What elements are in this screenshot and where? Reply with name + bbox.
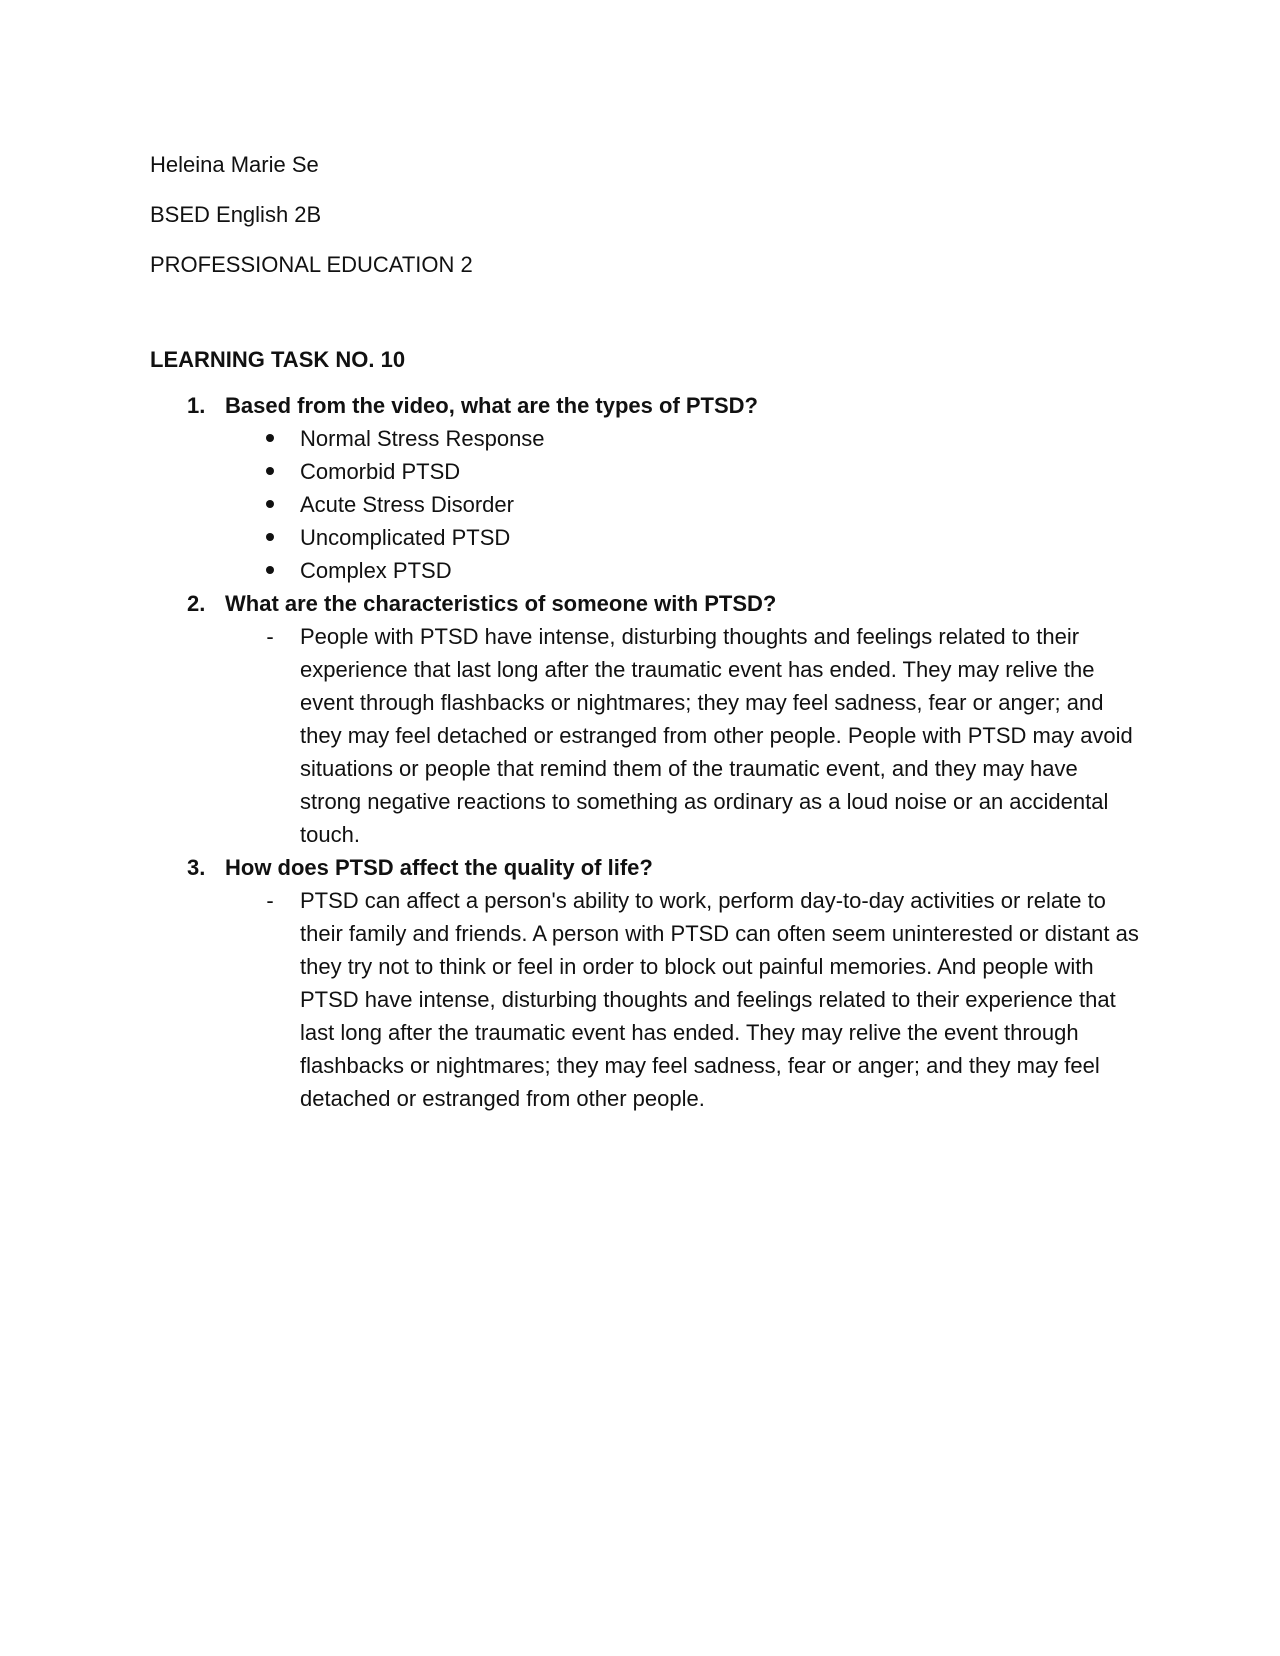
- question-number: 3.: [187, 855, 206, 880]
- answer-list-2: [150, 620, 1140, 851]
- student-name: Heleina Marie Se: [150, 152, 319, 177]
- list-item-text: Normal Stress Response: [300, 426, 545, 451]
- subject-name: PROFESSIONAL EDUCATION 2: [150, 252, 473, 277]
- question-text: How does PTSD affect the quality of life?: [225, 855, 653, 880]
- dash-marker: -: [266, 888, 274, 913]
- bullet-icon: [260, 422, 280, 455]
- list-item: [150, 554, 1140, 587]
- task-title: LEARNING TASK NO. 10: [150, 347, 406, 372]
- list-item-text: PTSD can affect a person's ability to work, perform day-to-day activities or relate to their family and friends. A person with PTSD can often seem uninterested or distant as they try not to think or feel in order to block out painful memories. And people with PTSD have intense, disturbing thoughts and feelings related to their experience that last long after the traumatic event has ended. They may relive the event through flashbacks or nightmares; they may feel sadness, fear or anger; and they may feel detached or estranged from other people.: [300, 888, 1139, 1111]
- question-text: What are the characteristics of someone with PTSD?: [225, 591, 777, 616]
- question-2: [150, 587, 1140, 620]
- question-number: 2.: [187, 591, 206, 616]
- list-item: [150, 488, 1140, 521]
- bullet-icon: [260, 521, 280, 554]
- dash-marker: -: [266, 624, 274, 649]
- question-3: [150, 851, 1140, 884]
- list-item-text: Comorbid PTSD: [300, 459, 461, 484]
- list-item: [150, 620, 1140, 851]
- answer-list-1: [150, 422, 1140, 587]
- list-item-text: Complex PTSD: [300, 558, 452, 583]
- answer-list-3: [150, 884, 1140, 1115]
- document-content: [150, 148, 1140, 1115]
- bullet-icon: [260, 488, 280, 521]
- course-section: BSED English 2B: [150, 202, 322, 227]
- list-item: [150, 884, 1140, 1115]
- bullet-icon: [260, 455, 280, 488]
- question-number: 1.: [187, 393, 206, 418]
- list-item-text: Acute Stress Disorder: [300, 492, 514, 517]
- list-item-text: Uncomplicated PTSD: [300, 525, 511, 550]
- question-text: Based from the video, what are the types of PTSD?: [225, 393, 758, 418]
- bullet-icon: [260, 554, 280, 587]
- list-item: [150, 521, 1140, 554]
- question-1: [150, 389, 1140, 422]
- list-item-text: People with PTSD have intense, disturbing thoughts and feelings related to their experience that last long after the traumatic event has ended. They may relive the event through flashbacks or nightmares; they may feel sadness, fear or anger; and they may feel detached or estranged from other people. People with PTSD may avoid situations or people that remind them of the traumatic event, and they may have strong negative reactions to something as ordinary as a loud noise or an accidental touch.: [300, 624, 1133, 847]
- list-item: [150, 455, 1140, 488]
- list-item: [150, 422, 1140, 455]
